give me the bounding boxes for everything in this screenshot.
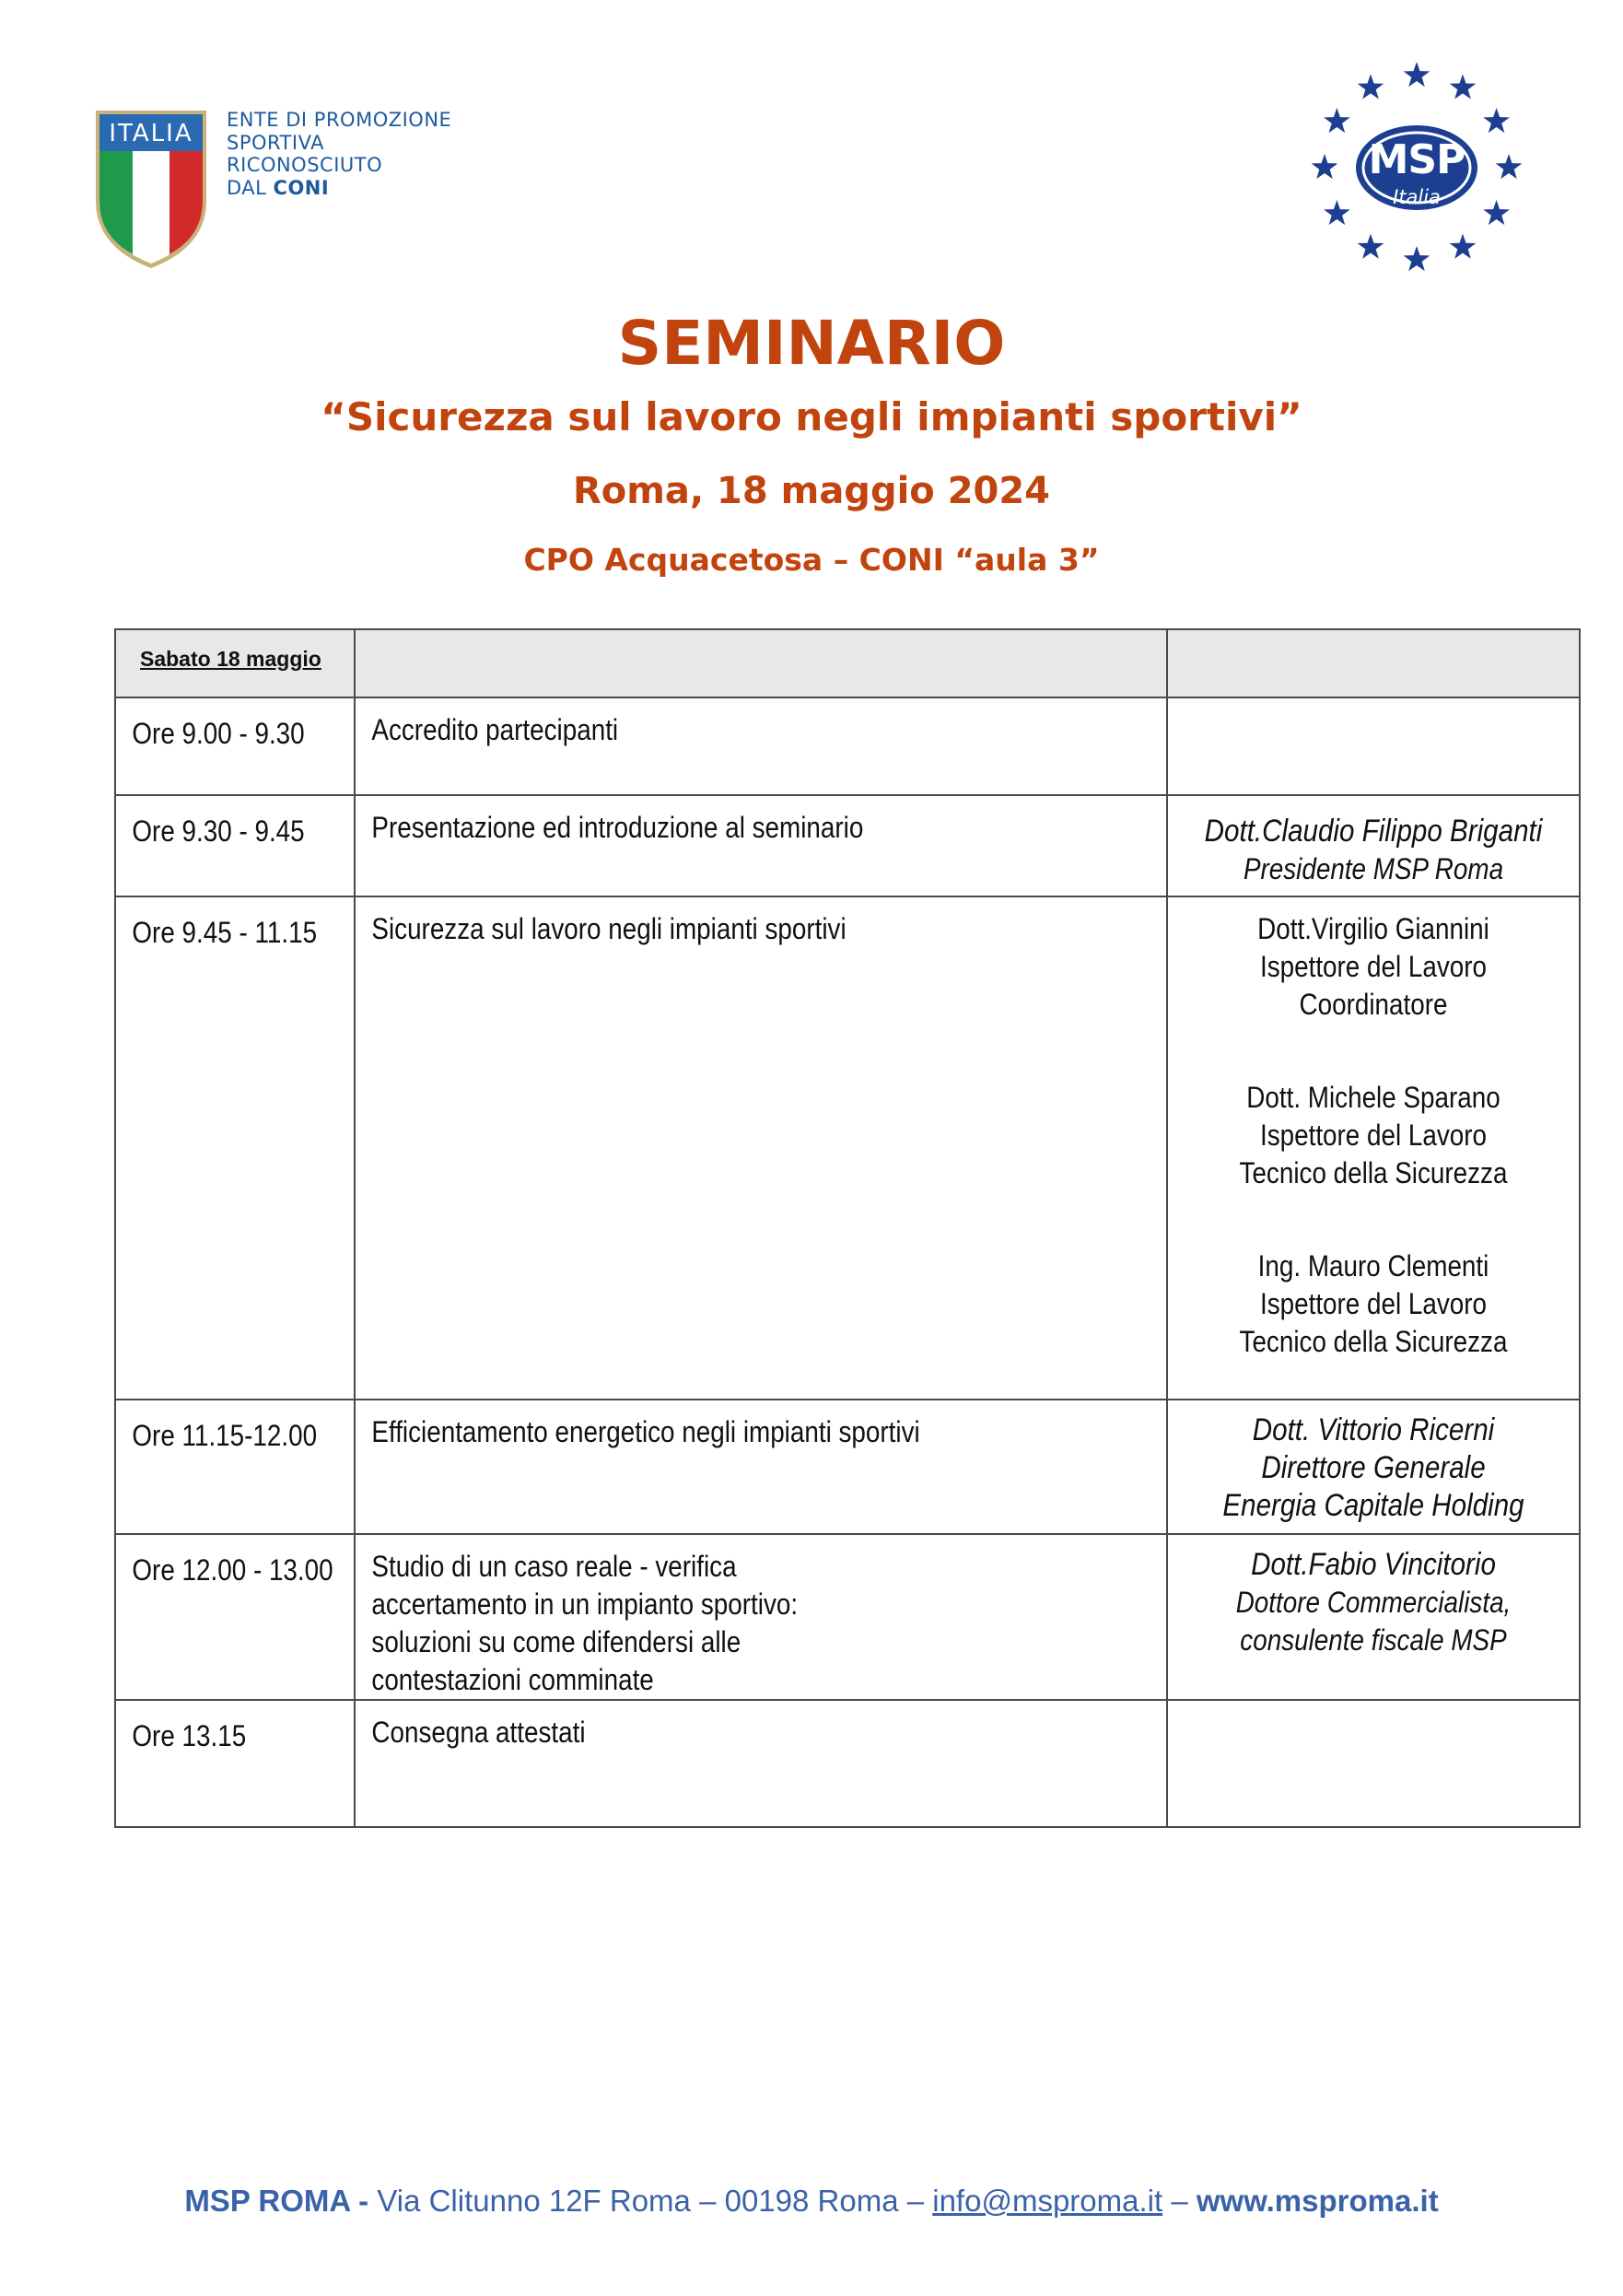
- schedule-table: [114, 628, 1581, 1828]
- table-header-row: [115, 629, 1580, 697]
- speaker-name: Dott.Claudio Filippo Briganti: [1204, 814, 1543, 849]
- time-label: Ore 11.15-12.00: [132, 1419, 318, 1452]
- speaker-role: consulente fiscale MSP: [1240, 1623, 1507, 1657]
- time-cell: [115, 896, 355, 1400]
- seminar-date: Roma, 18 maggio 2024: [572, 470, 1051, 512]
- table-row: [115, 896, 1580, 1400]
- speaker-group: [1168, 1248, 1579, 1361]
- topic-cell: [355, 795, 1167, 896]
- page-title: SEMINARIO: [617, 308, 1006, 379]
- table-row: [115, 1400, 1580, 1534]
- speaker-role: Tecnico della Sicurezza: [1239, 1156, 1508, 1189]
- footer-address: Via Clitunno 12F Roma – 00198 Roma –: [368, 2184, 933, 2218]
- header-cell-speakers: [1167, 629, 1580, 697]
- coni-line-3: RICONOSCIUTO: [227, 154, 383, 176]
- topic-label: Consegna attestati: [371, 1716, 586, 1749]
- msp-logo-subtext: Italia: [1393, 186, 1441, 208]
- speaker-role: Ispettore del Lavoro: [1259, 950, 1488, 983]
- star-icon: [1324, 108, 1350, 133]
- topic-label: Efficientamento energetico negli impianti sportivi: [371, 1415, 920, 1448]
- speaker-role: Ispettore del Lavoro: [1259, 1119, 1488, 1152]
- topic-label: Presentazione ed introduzione al seminario: [371, 811, 864, 844]
- seminar-venue: CPO Acquacetosa – CONI “aula 3”: [523, 542, 1100, 578]
- speaker-cell: [1167, 697, 1580, 795]
- speaker-name: Ing. Mauro Clementi: [1257, 1249, 1489, 1283]
- coni-logo: [92, 109, 479, 270]
- topic-cell: [355, 896, 1167, 1400]
- speaker-role: Dottore Commercialista,: [1235, 1586, 1512, 1619]
- coni-line-4: DAL CONI: [227, 176, 330, 199]
- speaker-name: Dott. Vittorio Ricerni: [1252, 1412, 1495, 1447]
- topic-label: Accredito partecipanti: [371, 713, 619, 746]
- header-cell-topic: [355, 629, 1167, 697]
- time-label: Ore 9.00 - 9.30: [132, 717, 305, 750]
- coni-logo-text: [227, 109, 451, 199]
- footer-contact: [0, 2184, 1623, 2219]
- coni-line-2: SPORTIVA: [227, 131, 324, 154]
- speaker-company: Energia Capitale Holding: [1222, 1488, 1524, 1523]
- coni-shield-word: ITALIA: [109, 120, 193, 147]
- star-icon: [1450, 234, 1477, 259]
- speaker-role: Tecnico della Sicurezza: [1239, 1325, 1508, 1358]
- topic-label: Sicurezza sul lavoro negli impianti sportivi: [371, 912, 847, 945]
- time-label: Ore 9.45 - 11.15: [132, 916, 318, 949]
- footer-website-link[interactable]: www.msproma.it: [1196, 2184, 1439, 2218]
- speaker-role: Coordinatore: [1299, 988, 1448, 1021]
- table-row: [115, 697, 1580, 795]
- speaker-cell: [1167, 795, 1580, 896]
- star-icon: [1483, 108, 1510, 133]
- star-icon: [1404, 246, 1430, 271]
- star-icon: [1358, 74, 1384, 99]
- speaker-role: Direttore Generale: [1261, 1450, 1486, 1485]
- time-cell: [115, 1534, 355, 1700]
- topic-cell: [355, 1700, 1167, 1827]
- star-icon: [1358, 234, 1384, 259]
- time-cell: [115, 1700, 355, 1827]
- header-cell-day: [115, 629, 355, 697]
- time-label: Ore 13.15: [132, 1719, 247, 1752]
- speaker-group: [1168, 1079, 1579, 1192]
- time-cell: [115, 697, 355, 795]
- time-label: Ore 12.00 - 13.00: [132, 1553, 333, 1587]
- coni-line-1: ENTE DI PROMOZIONE: [227, 109, 452, 131]
- seminar-subtitle: “Sicurezza sul lavoro negli impianti sportivi”: [321, 394, 1302, 439]
- star-icon: [1404, 62, 1430, 87]
- speaker-name: Dott.Virgilio Giannini: [1257, 912, 1489, 945]
- speaker-role: Ispettore del Lavoro: [1259, 1287, 1488, 1320]
- speaker-cell: [1167, 1400, 1580, 1534]
- speaker-cell: [1167, 896, 1580, 1400]
- header-day-label: Sabato 18 maggio: [140, 647, 321, 671]
- topic-label: Studio di un caso reale - verifica accertamento in un impianto sportivo: soluzioni su come difendersi alle contestazioni comminate: [371, 1550, 799, 1696]
- topic-cell: [355, 697, 1167, 795]
- time-label: Ore 9.30 - 9.45: [132, 814, 305, 848]
- msp-logo: [1306, 57, 1527, 278]
- topic-cell: [355, 1400, 1167, 1534]
- msp-logo-word: MSP: [1368, 136, 1465, 183]
- speaker-group: [1168, 910, 1579, 1024]
- star-icon: [1450, 74, 1477, 99]
- table-row: [115, 1700, 1580, 1827]
- speaker-name: Dott.Fabio Vincitorio: [1251, 1547, 1496, 1582]
- speaker-role: Presidente MSP Roma: [1243, 852, 1504, 885]
- speaker-cell: [1167, 1534, 1580, 1700]
- table-row: [115, 1534, 1580, 1700]
- footer-org: MSP ROMA -: [184, 2184, 369, 2218]
- time-cell: [115, 1400, 355, 1534]
- time-cell: [115, 795, 355, 896]
- footer-separator: –: [1162, 2184, 1197, 2218]
- table-row: [115, 795, 1580, 896]
- speaker-cell: [1167, 1700, 1580, 1827]
- speaker-name: Dott. Michele Sparano: [1246, 1081, 1500, 1114]
- footer-email-link[interactable]: info@msproma.it: [932, 2184, 1163, 2218]
- topic-cell: [355, 1534, 1167, 1700]
